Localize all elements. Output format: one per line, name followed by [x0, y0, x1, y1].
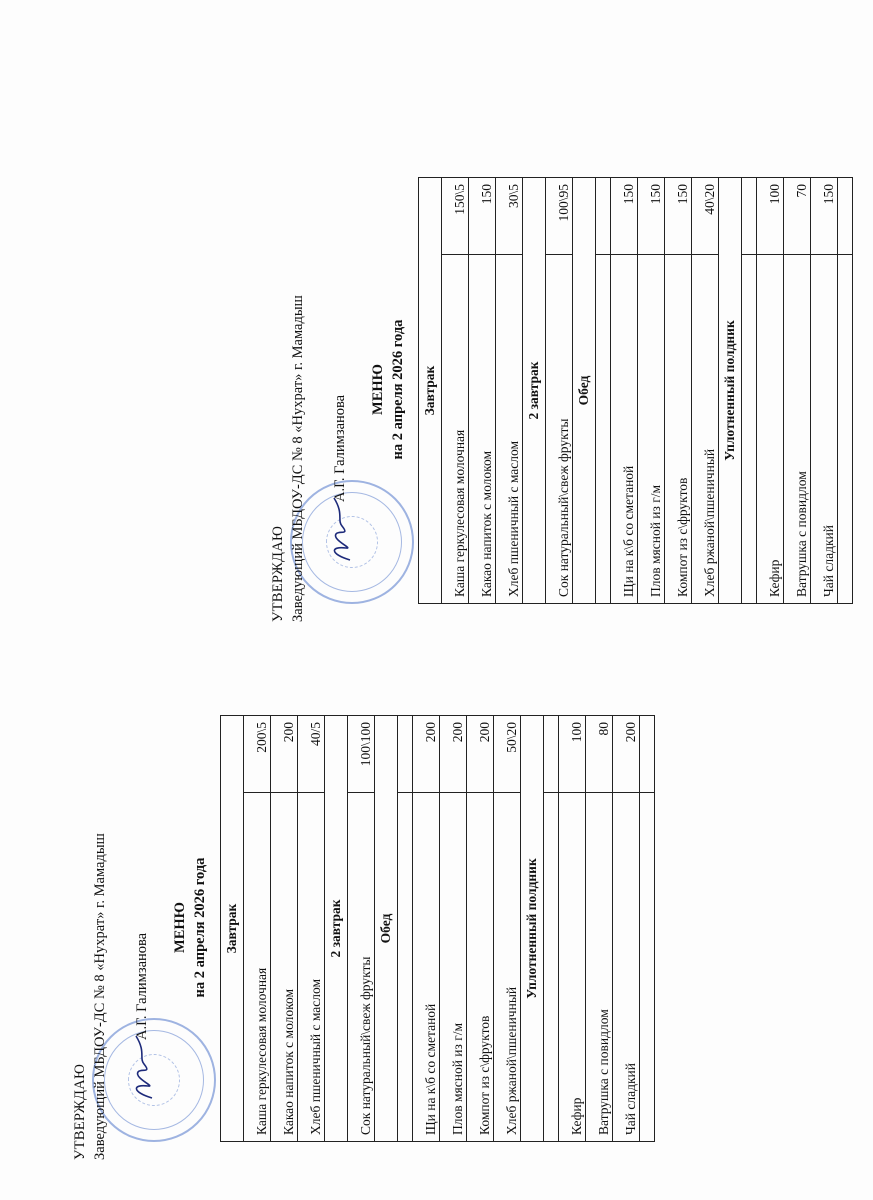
- dish-name: Хлеб ржаной\пшеничный: [692, 255, 719, 604]
- signature-icon: [126, 1032, 160, 1102]
- dish-name: Сок натуральный\свеж фрукты: [546, 255, 573, 604]
- section-title: Уплотненный полдник: [719, 178, 742, 604]
- dish-qty: 40\20: [692, 178, 719, 255]
- menu-panel-right: [268, 157, 836, 622]
- dish-name: Сок натуральный\свеж фрукты: [348, 793, 375, 1142]
- table-row: [298, 716, 325, 1142]
- table-row: [440, 716, 467, 1142]
- section-row: [221, 716, 244, 1142]
- blank-cell: [838, 255, 853, 604]
- table-row: [271, 716, 298, 1142]
- blank-row: [742, 178, 757, 604]
- table-row: [244, 716, 271, 1142]
- blank-cell: [640, 716, 655, 793]
- dish-qty: 200: [613, 716, 640, 793]
- dish-name: Щи на к\б со сметаной: [611, 255, 638, 604]
- section-title: Завтрак: [419, 178, 442, 604]
- dish-qty: 30\5: [496, 178, 523, 255]
- table-row: [442, 178, 469, 604]
- section-row: [419, 178, 442, 604]
- signer-name: А.Г. Галимзанова: [332, 394, 348, 502]
- dish-name: Кефир: [757, 255, 784, 604]
- dish-name: Чай сладкий: [613, 793, 640, 1142]
- section-title: Завтрак: [221, 716, 244, 1142]
- dish-name: Какао напиток с молоком: [469, 255, 496, 604]
- menu-title: МЕНЮ: [172, 902, 188, 953]
- dish-name: Хлеб ржаной\пшеничный: [494, 793, 521, 1142]
- dish-name: Ватрушка с повидлом: [586, 793, 613, 1142]
- dish-qty: 200: [440, 716, 467, 793]
- table-row: [586, 716, 613, 1142]
- blank-cell: [596, 178, 611, 255]
- dish-qty: 200\5: [244, 716, 271, 793]
- dish-name: Чай сладкий: [811, 255, 838, 604]
- menu-table: [220, 715, 655, 1142]
- section-row: [375, 716, 398, 1142]
- menu-date: на 2 апреля 2026 года: [390, 319, 406, 460]
- blank-cell: [640, 793, 655, 1142]
- blank-row: [640, 716, 655, 1142]
- dish-qty: 100: [757, 178, 784, 255]
- dish-name: Хлеб пшеничный с маслом: [496, 255, 523, 604]
- section-title: Уплотненный полдник: [521, 716, 544, 1142]
- head-position-line: Заведующий МБДОУ-ДС № 8 «Нухрат» г. Мамадыш: [92, 833, 108, 1160]
- section-row: [573, 178, 596, 604]
- dish-qty: 50\20: [494, 716, 521, 793]
- dish-qty: 100: [559, 716, 586, 793]
- blank-row: [596, 178, 611, 604]
- approval-header: [70, 695, 235, 1160]
- menu-panel-left: [70, 695, 638, 1160]
- section-title: 2 завтрак: [523, 178, 546, 604]
- section-title: 2 завтрак: [325, 716, 348, 1142]
- table-row: [665, 178, 692, 604]
- table-row: [692, 178, 719, 604]
- dish-qty: 150\5: [442, 178, 469, 255]
- blank-row: [544, 716, 559, 1142]
- dish-name: Плов мясной из г/м: [638, 255, 665, 604]
- table-row: [348, 716, 375, 1142]
- section-title: Обед: [375, 716, 398, 1142]
- menu-date: на 2 апреля 2026 года: [192, 857, 208, 998]
- dish-qty: 200: [467, 716, 494, 793]
- dish-qty: 80: [586, 716, 613, 793]
- dish-qty: 200: [413, 716, 440, 793]
- table-row: [467, 716, 494, 1142]
- dish-name: Хлеб пшеничный с маслом: [298, 793, 325, 1142]
- signature-icon: [324, 494, 358, 564]
- blank-cell: [544, 793, 559, 1142]
- dish-qty: 40/5: [298, 716, 325, 793]
- blank-cell: [742, 255, 757, 604]
- dish-name: Плов мясной из г/м: [440, 793, 467, 1142]
- menu-table: [418, 177, 853, 604]
- section-row: [719, 178, 742, 604]
- head-position-line: Заведующий МБДОУ-ДС № 8 «Нухрат» г. Мамадыш: [290, 295, 306, 622]
- table-row: [757, 178, 784, 604]
- dish-qty: 200: [271, 716, 298, 793]
- approve-label: УТВЕРЖДАЮ: [72, 1063, 88, 1160]
- approval-header: [268, 157, 433, 622]
- table-row: [811, 178, 838, 604]
- dish-name: Каша геркулесовая молочная: [244, 793, 271, 1142]
- blank-cell: [742, 178, 757, 255]
- dish-name: Компот из с\фруктов: [467, 793, 494, 1142]
- blank-cell: [544, 716, 559, 793]
- dish-name: Какао напиток с молоком: [271, 793, 298, 1142]
- section-title: Обед: [573, 178, 596, 604]
- table-row: [559, 716, 586, 1142]
- table-row: [494, 716, 521, 1142]
- signer-name: А.Г. Галимзанова: [134, 932, 150, 1040]
- menu-title: МЕНЮ: [370, 364, 386, 415]
- dish-qty: 150: [665, 178, 692, 255]
- dish-name: Каша геркулесовая молочная: [442, 255, 469, 604]
- dish-qty: 150: [638, 178, 665, 255]
- dish-qty: 150: [811, 178, 838, 255]
- table-row: [638, 178, 665, 604]
- table-row: [496, 178, 523, 604]
- section-row: [521, 716, 544, 1142]
- table-row: [546, 178, 573, 604]
- dish-name: Кефир: [559, 793, 586, 1142]
- table-row: [413, 716, 440, 1142]
- dish-name: Компот из с\фруктов: [665, 255, 692, 604]
- blank-cell: [398, 716, 413, 793]
- blank-cell: [596, 255, 611, 604]
- blank-row: [838, 178, 853, 604]
- dish-qty: 150: [469, 178, 496, 255]
- blank-cell: [838, 178, 853, 255]
- table-row: [613, 716, 640, 1142]
- dish-qty: 100\100: [348, 716, 375, 793]
- dish-qty: 100\95: [546, 178, 573, 255]
- table-row: [611, 178, 638, 604]
- dish-qty: 150: [611, 178, 638, 255]
- table-row: [469, 178, 496, 604]
- dish-name: Ватрушка с повидлом: [784, 255, 811, 604]
- dish-qty: 70: [784, 178, 811, 255]
- section-row: [325, 716, 348, 1142]
- table-row: [784, 178, 811, 604]
- blank-row: [398, 716, 413, 1142]
- blank-cell: [398, 793, 413, 1142]
- dish-name: Щи на к\б со сметаной: [413, 793, 440, 1142]
- section-row: [523, 178, 546, 604]
- approve-label: УТВЕРЖДАЮ: [270, 525, 286, 622]
